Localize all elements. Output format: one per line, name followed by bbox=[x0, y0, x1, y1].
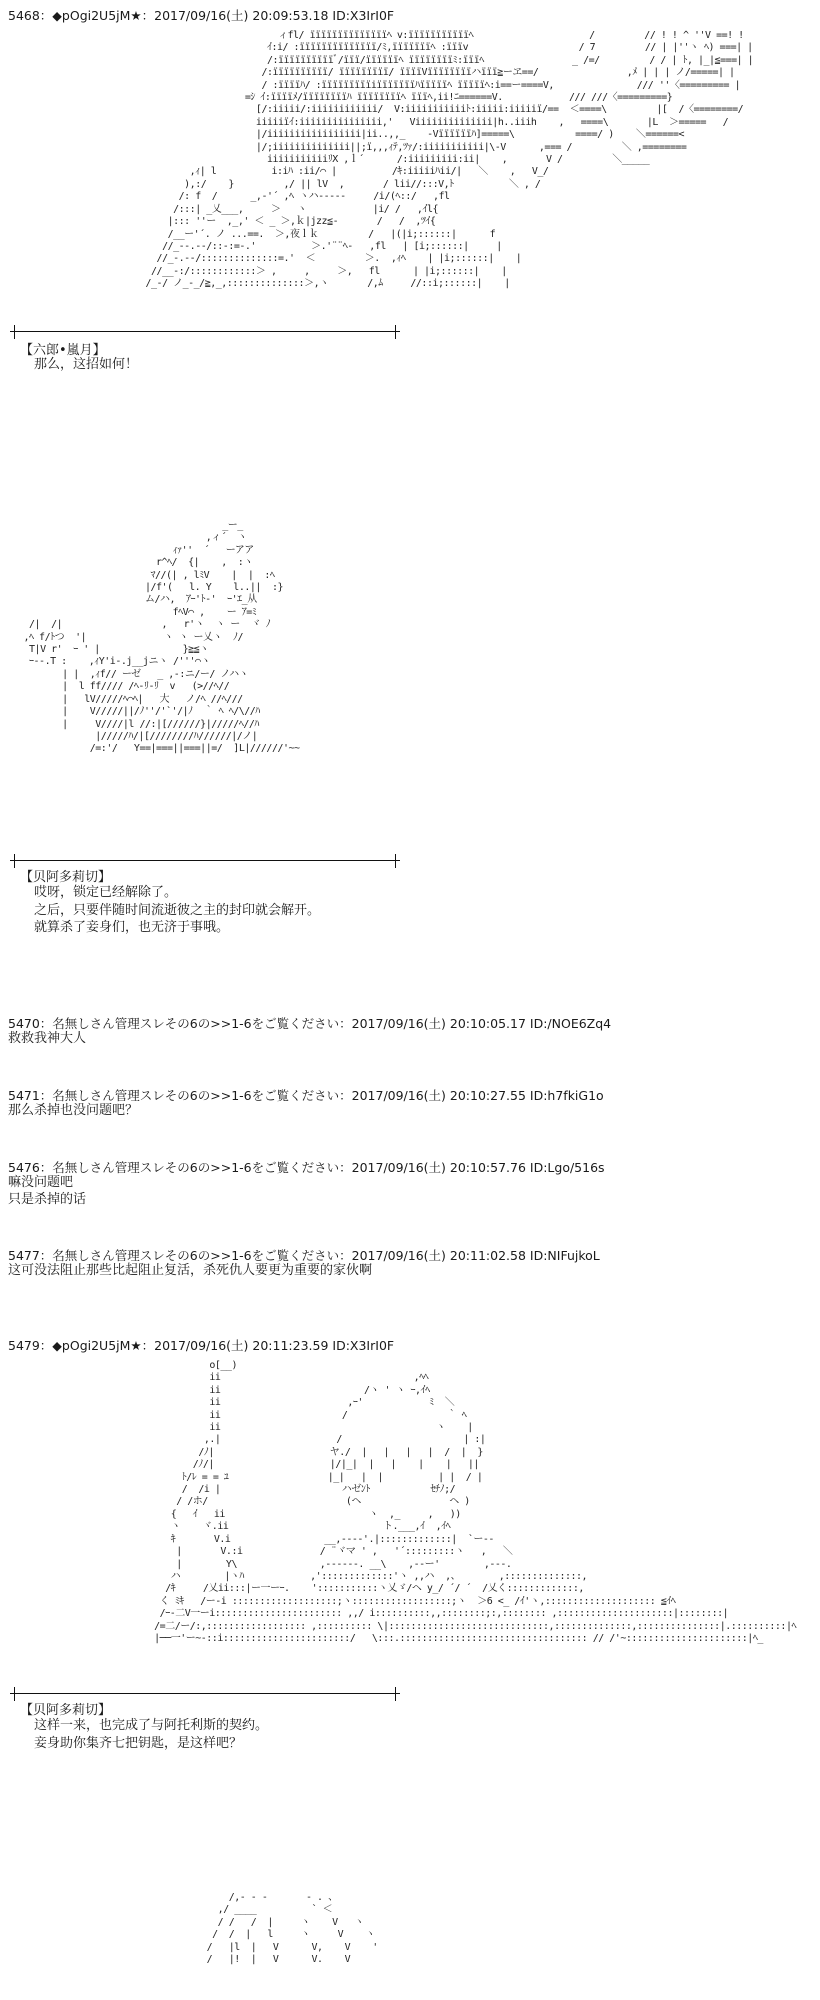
ascii-art-beatrice-with-key: o[__) ii ,ﾍﾍ ii /ヽ ' ヽ ｰ,ｲﾍ ii ,ｰ' ﾐ ＼ ii / ｀ ﾍ ii ヽ | ,.| / | :| /ﾉ| ヤ./ | | | | / | } /ﾉ/| |/|_| | | | | || ﾄ/ﾚ = = ﾕ |_| | | | | / | / /i | ハゼﾝﾄ ｾﾁﾉ;/ / /ホ/ (ヘ ヘ ) { ｲ ii ヽ ,_ , )) ヽ ヾ.ii ト.___,ｲ ,ｲﾍ ｷ V.i __,----'.|:::::::::::::| `ー-- | V.:i / ¨ヾマ ' , '´:::::::::ヽ , ＼ | Y\ ,------. __\ ,--ー' ,---. ハ |ヽﾊ ,':::::::::::::'ヽ ,,ハ ,、 ,::::::::::::::, /ｷ /乂ii:::|ー一ーｰ. ':::::::::::ヽ乂ゞ/ヘ y_/ ´/ ´ /乂く:::::::::::::, く ﾐｷ /ー-i :::::::::::::::::::;ヽ::::::::::::::::::;ヽ ＞6 <_ /ｲ'ヽ,:::::::::::::::::::: ≦ｲﾍ /ｰ-二V一ーi::::::::::::::::::::::: ,,/ i::::::::::,,::::::::;:,:::::::: ,:::::::::::::::::::::|::::::::| /=二/ー/:,:::::::::::::::::: ,:::::::::: \|:::::::::::::::::::::::::::::,::::::::::::::,:::::::::::::::|.::::::::::|ﾍ |──一'ー~-::i:::::::::::::::::::::::/ \:::.:::::::::::::::::::::::::::::::::: // /'~::::::::::::::::::::::|ﾍ_ bbox=[154, 1360, 796, 1644]
divider bbox=[10, 860, 400, 861]
post-body bbox=[8, 1174, 86, 1208]
post-header-5476: 5476：名無しさん管理スレその6の>>1-6をご覧ください：2017/09/16(土) 20:10:57.76 ID:Lgo/516s bbox=[8, 1160, 605, 1175]
divider bbox=[10, 331, 400, 332]
post-body bbox=[8, 1030, 86, 1047]
speech-text bbox=[34, 1717, 268, 1752]
ascii-art-beatrice: _ー_ ,ィ´ ヽ ｨｧ'' ´ ーアア r^ﾍ/ {| , :ヽ ﾏ//(| , lﾐV | | :ﾍ |/f'( l. Y l..|| :} ム/ハ, ｱｰ'ﾄ-' ｰ'ｴ_从 fﾍV⌒ , ー ｱ=ﾐ /| /| , r'ヽ ヽ ー ヾ ﾉ ,ﾍ f/ﾄつ '| ヽ ヽ ー乂ヽ ﾉ/ T|V r' ｰ ' | }≧≦ヽ ｰ--.T : ,ｨY'i-.j__jニヽ /'''⌒ヽ | | ,ｨf// ーゼ _ ,-:ニ/ー/ ノハヽ | l ff//// /ﾍ-ﾘ-ﾘ v (>//ﾍ// | lV/////ﾍ⌒ﾍ| 大 ノ/ﾍ //ﾍ/// | V/////||/ﾉ''/'`'/|ﾉ ｀ ﾍ ﾍ/\//ﾊ | V////|l //:|[//////}|/////ﾍ//ﾊ |/////ﾊ/|[////////ﾊ//////|/ノ| /=:'/ Y==|===||===||=/ ]L|//////'~~ bbox=[23, 520, 300, 755]
speaker-name: 【贝阿多莉切】 bbox=[20, 870, 112, 885]
speech-line: 这样一来，也完成了与阿托利斯的契约。 bbox=[34, 1718, 269, 1733]
post-line: 救救我神大人 bbox=[8, 1031, 87, 1046]
speech-line: 之后，只要伴随时间流逝彼之主的封印就会解开。 bbox=[34, 902, 321, 918]
speech-text bbox=[34, 884, 320, 937]
speaker-name: 【贝阿多莉切】 bbox=[20, 1703, 112, 1718]
post-line: 这可没法阻止那些比起阻止复活，杀死仇人要更为重要的家伙啊 bbox=[8, 1263, 373, 1278]
ascii-art-sword-attack: ィfl/ ïïïïïïïïïïïïïïﾍ v:ïïïïïïïïïïïﾍ / // ! ! ^ ''V ==! ! ｲ:i/ :ïïïïïïïïïïïïïï/ﾐ,ïïïïïïïﾍ :ïïïv / 7 // | |''ヽ ﾍ) ===| | /:ïïïïïïïïïïﾞ/ïïï/ïïïïïïﾍ ïïïïïïïïﾐ:ïïïﾍ _ /=/ / / | ﾄ, |_|≦===| | /:ïïïïïïïïïï/ ïïïïïïïïï/ ïïïïVïïïïïïïïハïïï≧ーヱ==/ ,ﾒ | | | ノ/=====| | / :ïïïïﾊ/ :ïïïïïïïïïiïïïïïïïﾊïïïïïﾍ ïïïïïﾍ:i==ー====V, /// ''〈========= | =ｼ ｲ:ïïïïﾒ/ïïïïïïïïﾊ ïïïïïïïïﾍ ïïïﾍ,ii!ﾆ======V. /// ///〈=========} [/:iiiii/:iiiiiiiiiiii/ V:iiiiiiiiiiiﾄ:iiiii:iiiiiï/== ＜====\ |[ /〈========/ iiiiiïｲ:iiiiiiiiiiiiiii,' Viiiiiiiiiiiiii|h..iiih , ====\ |L ＞===== / |/iiiiiiiiiiiiiiiii|ii..,,_ -Vïïïïïïﾊ]=====\ ====/ ) ＼======< |/;iiiiiiiiiiiiii||;ï,,,ｨﾃ,ﾂｧ/:iiiiiiiiiii|\-V ,=== / ＼ ,======== iiiiiiiiiiiﾘX ,ｌ´ /:iiiiiiiii:ii| , V / ＼_____ ,ｨ| l i:iﾊ :ii/⌒ | /ｷ:iiiiiﾊii/| ＼ , V_/ ),:/ } ,/ || lV , / lii//:::V,ﾄ ＼ , / /: f / _,-'´ ,ﾍ ヽハ----- /i/(ﾍ::/ ,fl /:::| _乂___, ＞ ヽ |i/ / ,ｲl{ |::: ''ー ,_,' ＜ _ ＞,ｋ|jzz≦- / / ,ﾂｲ{ /__ー'´. ノ ...==. ＞,夜ｌｋ / |(|i;::::::| f //_--.--/::-:=-.' ＞.'¨¨ﾍ- ,fl | [i;::::::| | //_-.--/::::::::::::::=.' ＜ ＞. ,ｨﾍ | |i;::::::| | //__-:/::::::::::::＞ , , ＞, fl | |i;::::::| | /_-/ ノ_-_/≧,_,::::::::::::::＞,ヽ /,ﾑ //::i;::::::| | bbox=[145, 30, 754, 290]
speech-text bbox=[34, 356, 138, 374]
post-line: 那么杀掉也没问题吧？ bbox=[8, 1103, 139, 1118]
ascii-art-beatrice-partial: /,- - - - . 、 ,/ ____ ` ＜ / / / | ヽ V ヽ / / | l ヽ V ヽ / |l | V V, V ' / |! | V V. V bbox=[206, 1892, 378, 1966]
speech-line: 就算杀了妾身们，也无济于事哦。 bbox=[34, 920, 230, 935]
post-body bbox=[8, 1262, 372, 1279]
speech-line: 那么，这招如何！ bbox=[34, 357, 139, 372]
post-body bbox=[8, 1102, 138, 1119]
post-header-5470: 5470：名無しさん管理スレその6の>>1-6をご覧ください：2017/09/16(土) 20:10:05.17 ID:/NOE6Zq4 bbox=[8, 1016, 612, 1031]
post-header-5477: 5477：名無しさん管理スレその6の>>1-6をご覧ください：2017/09/16(土) 20:11:02.58 ID:NIFujkoL bbox=[8, 1248, 600, 1263]
post-header-5479: 5479：◆pOgi2U5jM★：2017/09/16(土) 20:11:23.59 ID:X3IrI0F bbox=[8, 1338, 395, 1353]
post-line: 嘛没问题吧 bbox=[8, 1175, 74, 1190]
post-header-5468: 5468：◆pOgi2U5jM★：2017/09/16(土) 20:09:53.18 ID:X3IrI0F bbox=[8, 8, 395, 23]
speech-line: 哎呀，锁定已经解除了。 bbox=[34, 885, 178, 900]
speech-line: 妾身助你集齐七把钥匙，是这样吧？ bbox=[34, 1735, 243, 1751]
divider bbox=[10, 1693, 400, 1694]
post-line: 只是杀掉的话 bbox=[8, 1192, 87, 1207]
speaker-name: 【六郎•嵐月】 bbox=[20, 343, 106, 358]
post-header-5471: 5471：名無しさん管理スレその6の>>1-6をご覧ください：2017/09/16(土) 20:10:27.55 ID:h7fkiG1o bbox=[8, 1088, 604, 1103]
